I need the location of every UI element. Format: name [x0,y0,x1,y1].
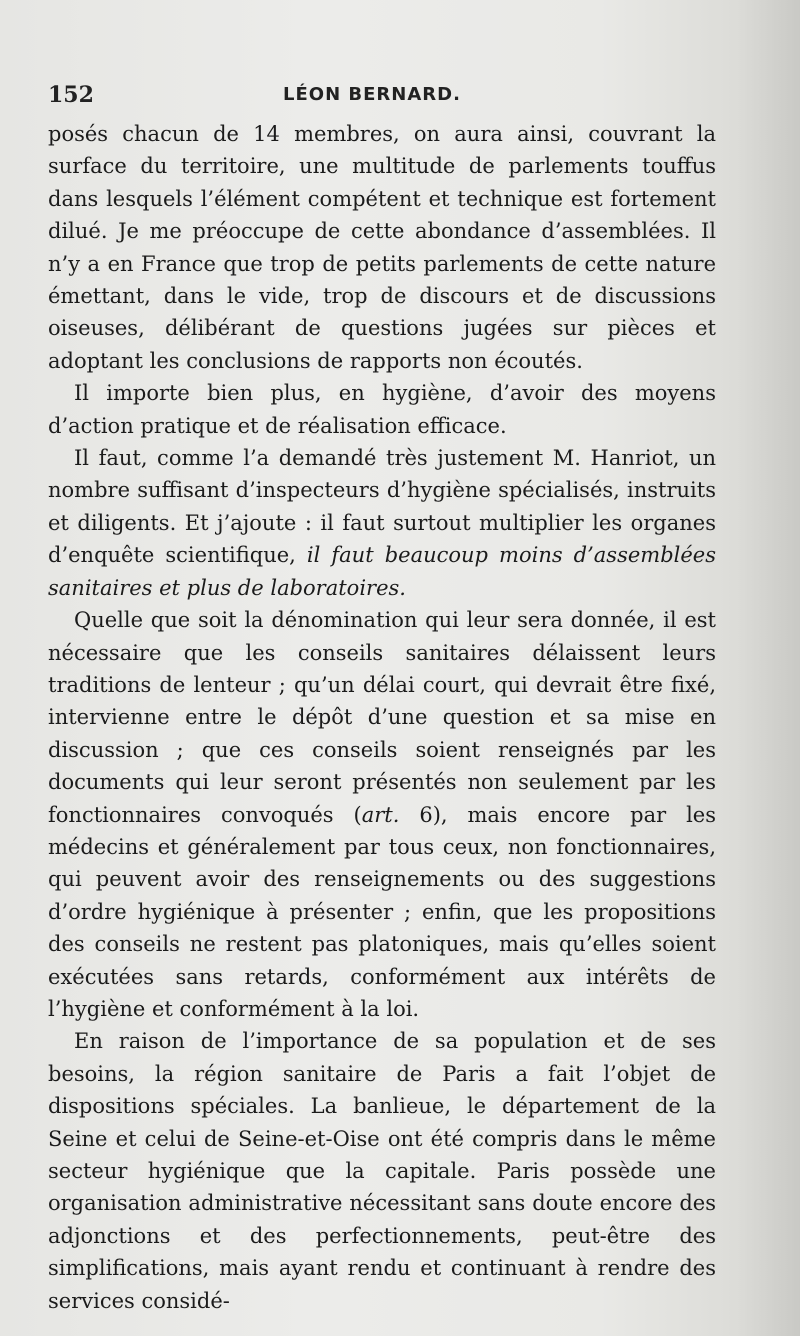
paragraph [48,604,716,1025]
paragraph [48,1025,716,1317]
paragraph-text: Il importe bien plus, en hygiène, d’avoir des moyens d’action pratique et de réalisation efficace. [48,381,716,438]
paragraph [48,442,716,604]
page-number: 152 [48,82,94,108]
running-head: LÉON BERNARD. [283,84,461,105]
paragraph-text: En raison de l’importance de sa population et de ses besoins, la région sanitaire de Paris a fait l’objet de dispositions spéciales. La banlieue, le département de la Seine et celui de Seine-et-Oise ont été compris dans le même secteur hygiénique que la capitale. Paris possède une organisation administrative nécessitant sans doute encore des adjonctions et des perfectionnements, peut-être des simplifications, mais ayant rendu et continuant à rendre des services considé- [48,1029,716,1313]
paragraph-text: Il faut, comme l’a demandé très justement M. Hanriot, un nombre suffisant d’inspecteurs d’hygiène spécialisés, instruits et diligents. Et j’ajoute : il faut surtout multiplier les organes d’enquête scientifique, [48,446,716,568]
page-header [48,82,748,112]
paragraph-text: 6), mais encore par les médecins et généralement par tous ceux, non fonctionnaires, qui peuvent avoir des renseignements ou des suggestions d’ordre hygiénique à présenter ; enfin, que les propositions des conseils ne restent pas platoniques, mais qu’elles soient exécutées sans retards, conformément aux intérêts de l’hygiène et conformément à la loi. [48,802,717,1021]
italic-emphasis: art. [361,802,400,827]
paragraph-text: posés chacun de 14 membres, on aura ainsi, couvrant la surface du territoire, une multitude de parlements touffus dans lesquels l’élément compétent et technique est fortement dilué. Je me préoccupe de cette abondance d’assemblées. Il n’y a en France que trop de petits parlements de cette nature émettant, dans le vide, trop de discours et de discussions oiseuses, délibérant de questions jugées sur pièces et adoptant les conclusions de rapports non écoutés. [48,122,716,373]
paragraph [48,118,716,377]
italic-emphasis: il faut beaucoup moins d’assemblées sanitaires et plus de laboratoires. [48,543,716,600]
paragraph-text: Quelle que soit la dénomination qui leur sera donnée, il est nécessaire que les conseils sanitaires délaissent leurs traditions de lenteur ; qu’un délai court, qui devrait être fixé, intervienne entre le dépôt d’une question et sa mise en discussion ; que ces conseils soient renseignés par les documents qui leur seront présentés non seulement par les fonctionnaires convoqués ( [48,608,716,827]
body-text [48,118,716,1317]
paragraph [48,377,716,442]
